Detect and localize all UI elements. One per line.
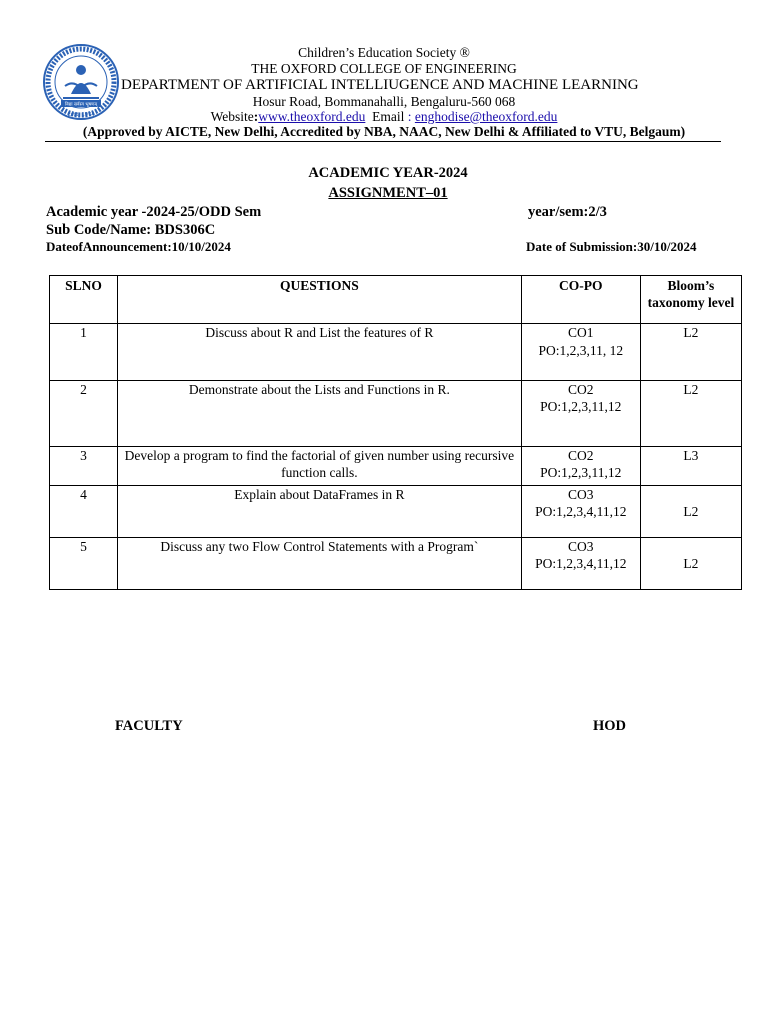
row-level-text: L2 <box>683 556 699 571</box>
table-row <box>50 486 742 538</box>
hod-signature-label: HOD <box>593 718 627 734</box>
header-blooms-level: Bloom’s taxonomy level <box>640 276 741 324</box>
submission-date: Date of Submission:30/10/2024 <box>526 239 697 254</box>
society-name: Children’s Education Society ® <box>298 45 470 60</box>
row-po: PO:1,2,3,11, 12 <box>538 343 624 358</box>
row-slno: 4 <box>50 486 118 538</box>
header-divider <box>45 141 721 142</box>
row-po: PO:1,2,3,4,11,12 <box>535 504 627 519</box>
email-separator: : <box>404 109 415 124</box>
table-row <box>50 381 742 447</box>
row-po: PO:1,2,3,11,12 <box>540 399 622 414</box>
faculty-signature-label: FACULTY <box>115 718 183 734</box>
row-level <box>640 538 741 590</box>
row-level <box>640 486 741 538</box>
announcement-date: DateofAnnouncement:10/10/2024 <box>46 239 231 254</box>
row-co: CO1 <box>568 325 594 340</box>
row-question: Explain about DataFrames in R <box>118 486 522 538</box>
row-co: CO3 <box>568 487 594 502</box>
row-question: Discuss any two Flow Control Statements with a Program` <box>118 538 522 590</box>
table-row <box>50 447 742 486</box>
website-link[interactable]: www.theoxford.edu <box>258 109 366 124</box>
table-header-row <box>50 276 742 324</box>
logo-estd: Estd. 1974 <box>67 112 95 118</box>
subject-code: Sub Code/Name: BDS306C <box>46 222 216 238</box>
table-row <box>50 324 742 381</box>
email-link[interactable]: enghodise@theoxford.edu <box>414 109 558 124</box>
academic-year-title: ACADEMIC YEAR-2024 <box>308 165 468 181</box>
contact-line <box>0 109 768 125</box>
row-slno: 1 <box>50 324 118 381</box>
academic-year-info: Academic year -2024-25/ODD Sem <box>46 204 262 220</box>
row-level-text: L2 <box>683 504 699 519</box>
row-slno: 2 <box>50 381 118 447</box>
assignment-title: ASSIGNMENT–01 <box>328 185 448 201</box>
website-separator: : <box>253 109 259 124</box>
questions-table <box>49 275 742 590</box>
email-label: Email <box>372 109 405 124</box>
row-po: PO:1,2,3,4,11,12 <box>535 556 627 571</box>
header-questions: QUESTIONS <box>118 276 522 324</box>
college-address: Hosur Road, Bommanahalli, Bengaluru-560 068 <box>252 94 516 109</box>
row-co: CO3 <box>568 539 594 554</box>
row-co-po <box>521 486 640 538</box>
header-co-po: CO-PO <box>521 276 640 324</box>
row-slno: 5 <box>50 538 118 590</box>
row-co-po <box>521 538 640 590</box>
table-row <box>50 538 742 590</box>
row-slno: 3 <box>50 447 118 486</box>
row-co: CO2 <box>568 382 594 397</box>
row-level: L2 <box>640 324 741 381</box>
approval-line: (Approved by AICTE, New Delhi, Accredited by NBA, NAAC, New Delhi & Affiliated to VTU, Belgaum) <box>82 124 686 139</box>
row-co-po <box>521 381 640 447</box>
department-name: DEPARTMENT OF ARTIFICIAL INTELLIUGENCE AND MACHINE LEARNING <box>121 77 639 93</box>
row-co-po <box>521 324 640 381</box>
header-slno: SLNO <box>50 276 118 324</box>
logo-motto: विद्या सर्वस्य भूषणम् <box>64 102 98 108</box>
website-label: Website <box>210 109 254 124</box>
year-sem-info: year/sem:2/3 <box>528 204 607 220</box>
college-name: THE OXFORD COLLEGE OF ENGINEERING <box>251 61 517 76</box>
row-question: Discuss about R and List the features of R <box>118 324 522 381</box>
row-co: CO2 <box>568 448 594 463</box>
row-level: L3 <box>640 447 741 486</box>
row-co-po <box>521 447 640 486</box>
row-po: PO:1,2,3,11,12 <box>540 465 622 480</box>
row-level: L2 <box>640 381 741 447</box>
row-question: Develop a program to find the factorial of given number using recursive function calls. <box>118 447 522 486</box>
row-question: Demonstrate about the Lists and Functions in R. <box>118 381 522 447</box>
